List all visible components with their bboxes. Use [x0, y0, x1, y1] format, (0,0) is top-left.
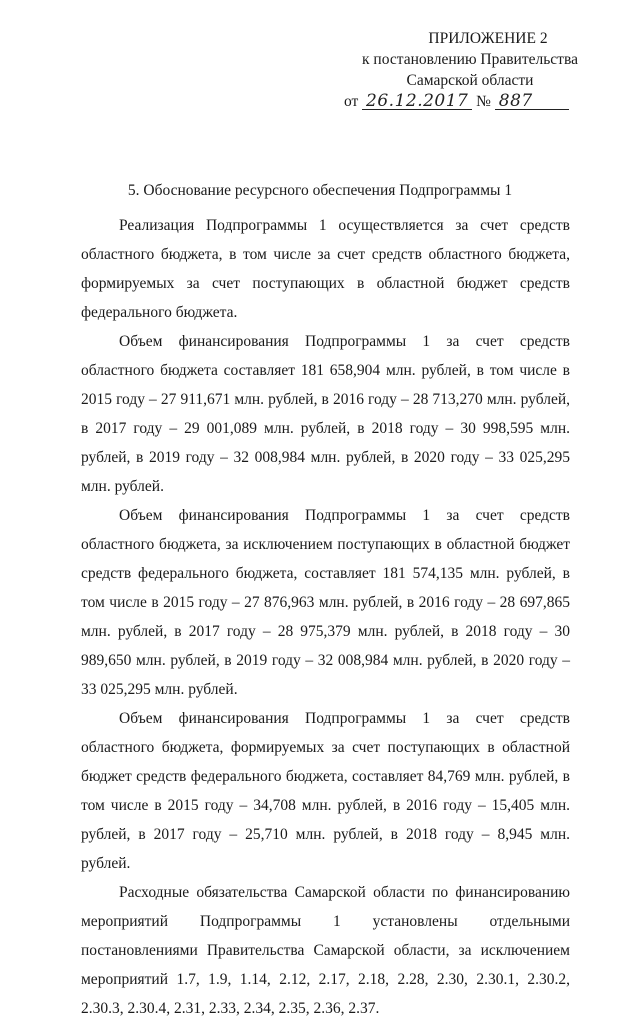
appendix-line-resolution: к постановлению Правительства: [362, 51, 578, 68]
number-prefix: №: [476, 93, 491, 110]
paragraph: Расходные обязательства Самарской области по финансированию мероприятий Подпрограммы 1 установлены отдельными постановлениями Правительства Самарской области, за исключением мероприятий 1.7, 1.9, 1.14, 2.12, 2.17, 2.18, 2.28, 2.30, 2.30.1, 2.30.2, 2.30.3, 2.30.4, 2.31, 2.33, 2.34, 2.35, 2.36, 2.37.: [81, 884, 570, 1017]
paragraph: Объем финансирования Подпрограммы 1 за счет средств областного бюджета, формируемых за счет поступающих в областной бюджет средств федерального бюджета, составляет 84,769 млн. рублей, в том числе в 2015 году – 34,708 млн. рублей, в 2016 году – 15,405 млн. рублей, в 2017 году – 25,710 млн. рублей, в 2018 году – 8,945 млн. рублей.: [81, 710, 570, 872]
paragraph: Реализация Подпрограммы 1 осуществляется за счет средств областного бюджета, в том числе за счет средств областного бюджета, формируемых за счет поступающих в областной бюджет средств федерального бюджета.: [81, 217, 570, 321]
handwritten-date: 26.12.2017: [362, 93, 472, 110]
body-text: [81, 211, 570, 1023]
handwritten-number: 887: [495, 93, 569, 110]
date-prefix: от: [344, 93, 359, 110]
appendix-line-region: Самарской области: [406, 72, 534, 89]
order-date-number: [340, 91, 600, 112]
paragraph: Объем финансирования Подпрограммы 1 за счет средств областного бюджета, за исключением поступающих в областной бюджет средств федерального бюджета, составляет 181 574,135 млн. рублей, в том числе в 2015 году – 27 876,963 млн. рублей, в 2016 году – 28 697,865 млн. рублей, в 2017 году – 28 975,379 млн. рублей, в 2018 году – 30 989,650 млн. рублей, в 2019 году – 32 008,984 млн. рублей, в 2020 году – 33 025,295 млн. рублей.: [81, 507, 570, 698]
appendix-title: ПРИЛОЖЕНИЕ 2: [428, 30, 548, 47]
paragraph: Объем финансирования Подпрограммы 1 за счет средств областного бюджета составляет 181 658,904 млн. рублей, в том числе в 2015 году – 27 911,671 млн. рублей, в 2016 году – 28 713,270 млн. рублей, в 2017 году – 29 001,089 млн. рублей, в 2018 году – 30 998,595 млн. рублей, в 2019 году – 32 008,984 млн. рублей, в 2020 году – 33 025,295 млн. рублей.: [81, 333, 570, 495]
section-title: 5. Обоснование ресурсного обеспечения Подпрограммы 1: [127, 182, 513, 199]
appendix-header: [340, 28, 600, 112]
